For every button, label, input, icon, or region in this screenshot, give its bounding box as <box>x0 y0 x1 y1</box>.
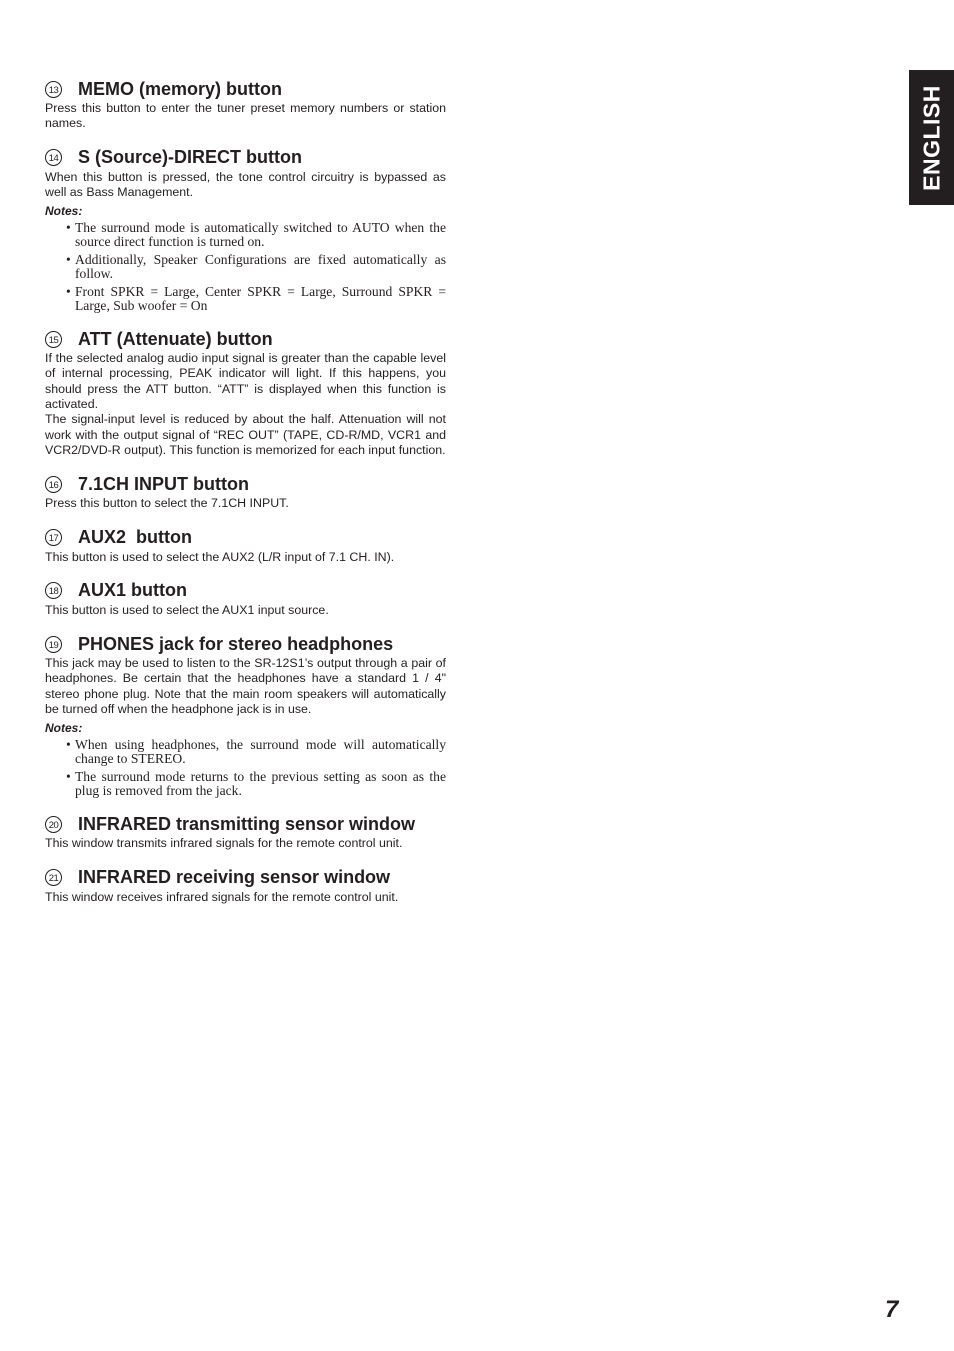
section-number-badge: 16 <box>45 476 62 493</box>
section-number-badge: 15 <box>45 331 62 348</box>
section-20 <box>45 813 446 851</box>
section-body <box>45 603 446 618</box>
section-title: AUX2 button <box>78 527 192 548</box>
section-title: MEMO (memory) button <box>78 78 282 99</box>
section-body <box>45 550 446 565</box>
body-paragraph: If the selected analog audio input signal is greater than the capable level of internal processing, PEAK indicator will light. If this happens, you should press the ATT button. “ATT” is displayed when this function is activated. <box>45 351 446 412</box>
section-number-badge: 18 <box>45 582 62 599</box>
section-heading <box>45 147 446 169</box>
section-title: INFRARED transmitting sensor window <box>78 813 416 834</box>
section-title: INFRARED receiving sensor window <box>78 867 391 888</box>
section-title: PHONES jack for stereo headphones <box>78 633 394 654</box>
section-body <box>45 496 446 511</box>
notes-label: Notes: <box>45 721 83 736</box>
section-body <box>45 836 446 851</box>
section-15 <box>45 328 446 458</box>
section-number-badge: 21 <box>45 869 62 886</box>
section-heading <box>45 867 446 889</box>
content-column <box>45 78 446 920</box>
note-item: • The surround mode returns to the previous setting as soon as the plug is removed from the jack. <box>66 770 446 798</box>
section-title: ATT (Attenuate) button <box>78 328 273 349</box>
notes-list <box>45 738 446 798</box>
section-number-badge: 14 <box>45 149 62 166</box>
section-13 <box>45 78 446 132</box>
page-number: 7 <box>885 1296 899 1323</box>
section-number-badge: 17 <box>45 529 62 546</box>
body-paragraph: This jack may be used to listen to the SR-12S1’s output through a pair of headphones. Be certain that the headphones have a standard 1 / 4" stereo phone plug. Note that the main room speakers will automatically be turned off when the headphone jack is in use. <box>45 656 446 717</box>
body-paragraph: When this button is pressed, the tone control circuitry is bypassed as well as Bass Management. <box>45 169 446 199</box>
section-number-badge: 13 <box>45 81 62 98</box>
section-body <box>45 890 446 905</box>
section-number-badge: 19 <box>45 636 62 653</box>
body-paragraph: This window transmits infrared signals for the remote control unit. <box>45 836 403 851</box>
language-tab <box>909 70 954 205</box>
body-paragraph: The signal-input level is reduced by about the half. Attenuation will not work with the output signal of “REC OUT” (TAPE, CD-R/MD, VCR1 and VCR2/DVD-R output). This function is memorized for each input function. <box>45 412 446 457</box>
section-heading <box>45 78 446 100</box>
note-item: • Additionally, Speaker Configurations are fixed automatically as follow. <box>66 253 446 281</box>
section-14 <box>45 147 446 314</box>
body-paragraph: This button is used to select the AUX1 input source. <box>45 602 329 617</box>
section-heading <box>45 633 446 655</box>
section-title: 7.1CH INPUT button <box>78 473 249 494</box>
section-16 <box>45 473 446 511</box>
section-body <box>45 656 446 717</box>
section-body <box>45 101 446 132</box>
body-paragraph: This button is used to select the AUX2 (L/R input of 7.1 CH. IN). <box>45 549 395 564</box>
section-body <box>45 351 446 458</box>
body-paragraph: This window receives infrared signals for the remote control unit. <box>45 889 399 904</box>
body-paragraph: Press this button to enter the tuner preset memory numbers or station names. <box>45 101 446 131</box>
notes-list <box>45 221 446 313</box>
language-tab-label: ENGLISH <box>918 84 944 191</box>
section-title: AUX1 button <box>78 580 187 601</box>
section-number-badge: 20 <box>45 816 62 833</box>
note-item: • Front SPKR = Large, Center SPKR = Large, Surround SPKR = Large, Sub woofer = On <box>66 285 446 313</box>
section-heading <box>45 580 446 602</box>
section-heading <box>45 527 446 549</box>
section-title: S (Source)-DIRECT button <box>78 147 302 168</box>
section-heading <box>45 473 446 495</box>
notes-label: Notes: <box>45 204 83 219</box>
section-heading <box>45 328 446 350</box>
section-heading <box>45 813 446 835</box>
section-body <box>45 170 446 201</box>
section-18 <box>45 580 446 618</box>
section-19 <box>45 633 446 798</box>
section-17 <box>45 527 446 565</box>
section-21 <box>45 867 446 905</box>
body-paragraph: Press this button to select the 7.1CH INPUT. <box>45 496 289 511</box>
note-item: • When using headphones, the surround mode will automatically change to STEREO. <box>66 738 446 766</box>
note-item: • The surround mode is automatically switched to AUTO when the source direct function is turned on. <box>66 221 446 249</box>
